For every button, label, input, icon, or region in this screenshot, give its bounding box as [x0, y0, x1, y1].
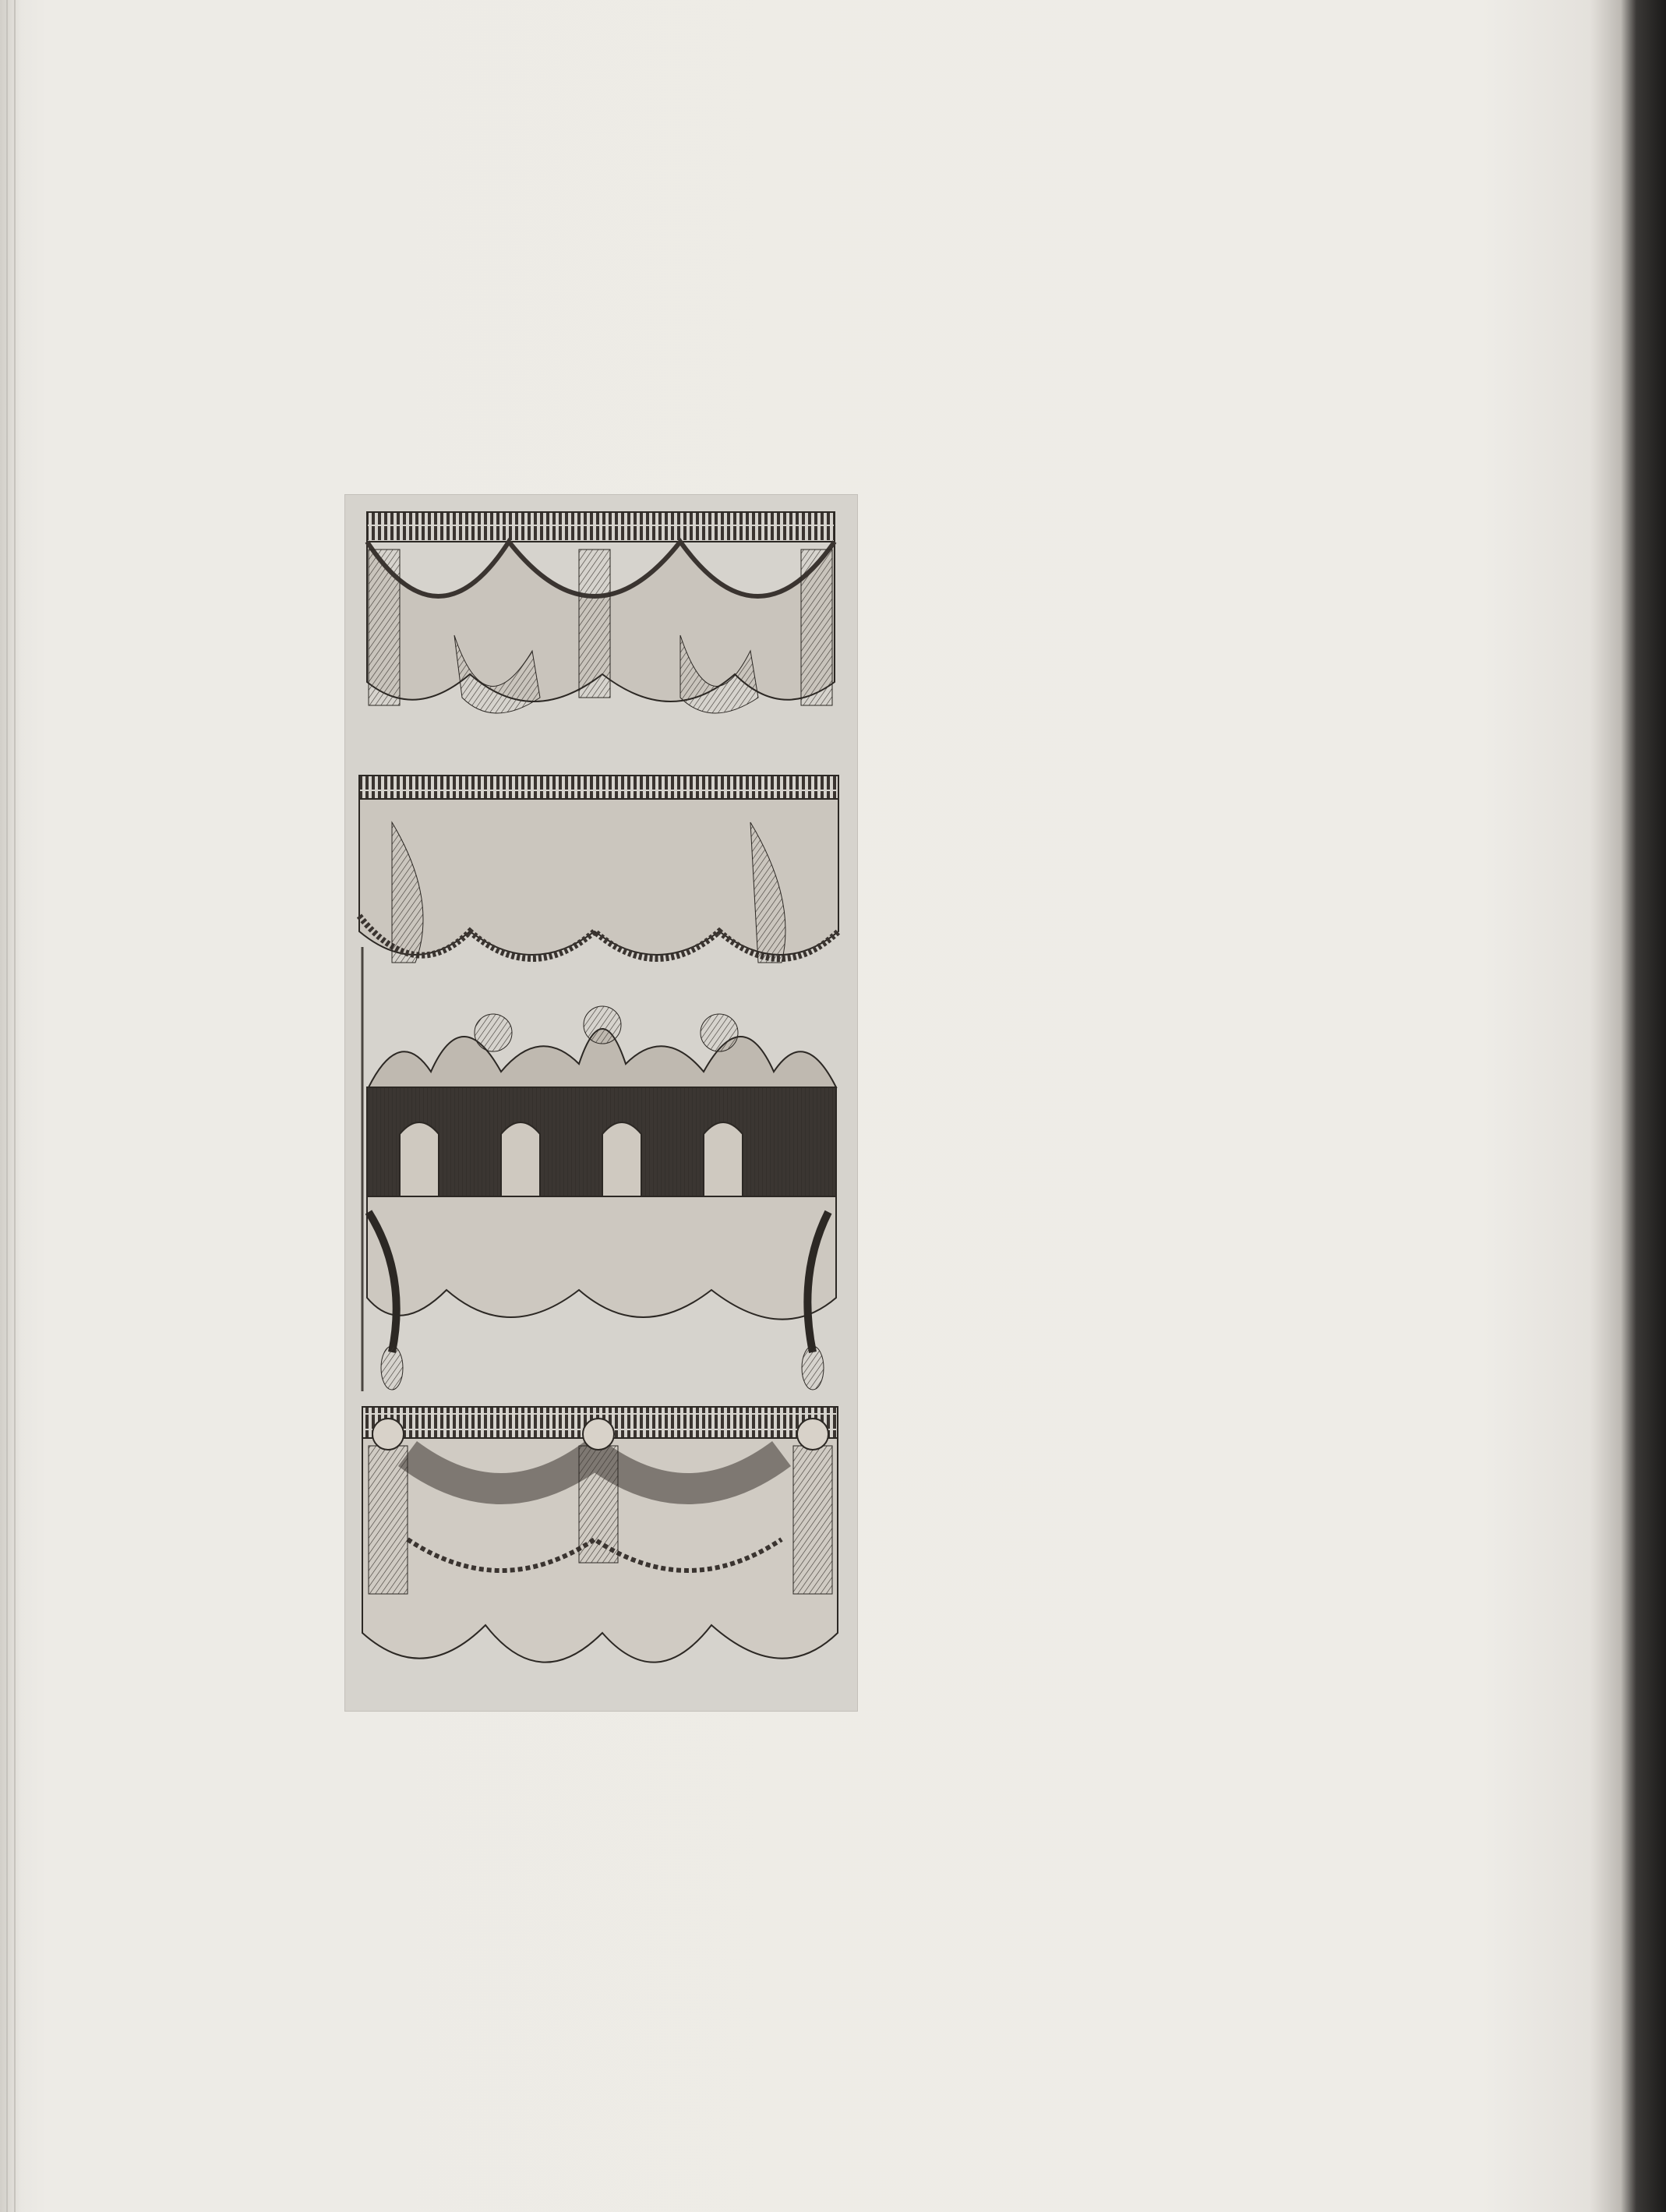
- cornice-design-1: [367, 512, 835, 713]
- page-edge-line: [6, 0, 8, 2212]
- cornice-design-4: [362, 1407, 838, 1663]
- page-edge-line: [14, 0, 16, 2212]
- figure-cornice-engraving: [344, 494, 858, 1712]
- cornice-engraving-illustration: [345, 495, 857, 1711]
- cornice-design-3: [367, 1006, 836, 1390]
- running-head: [349, 223, 1518, 262]
